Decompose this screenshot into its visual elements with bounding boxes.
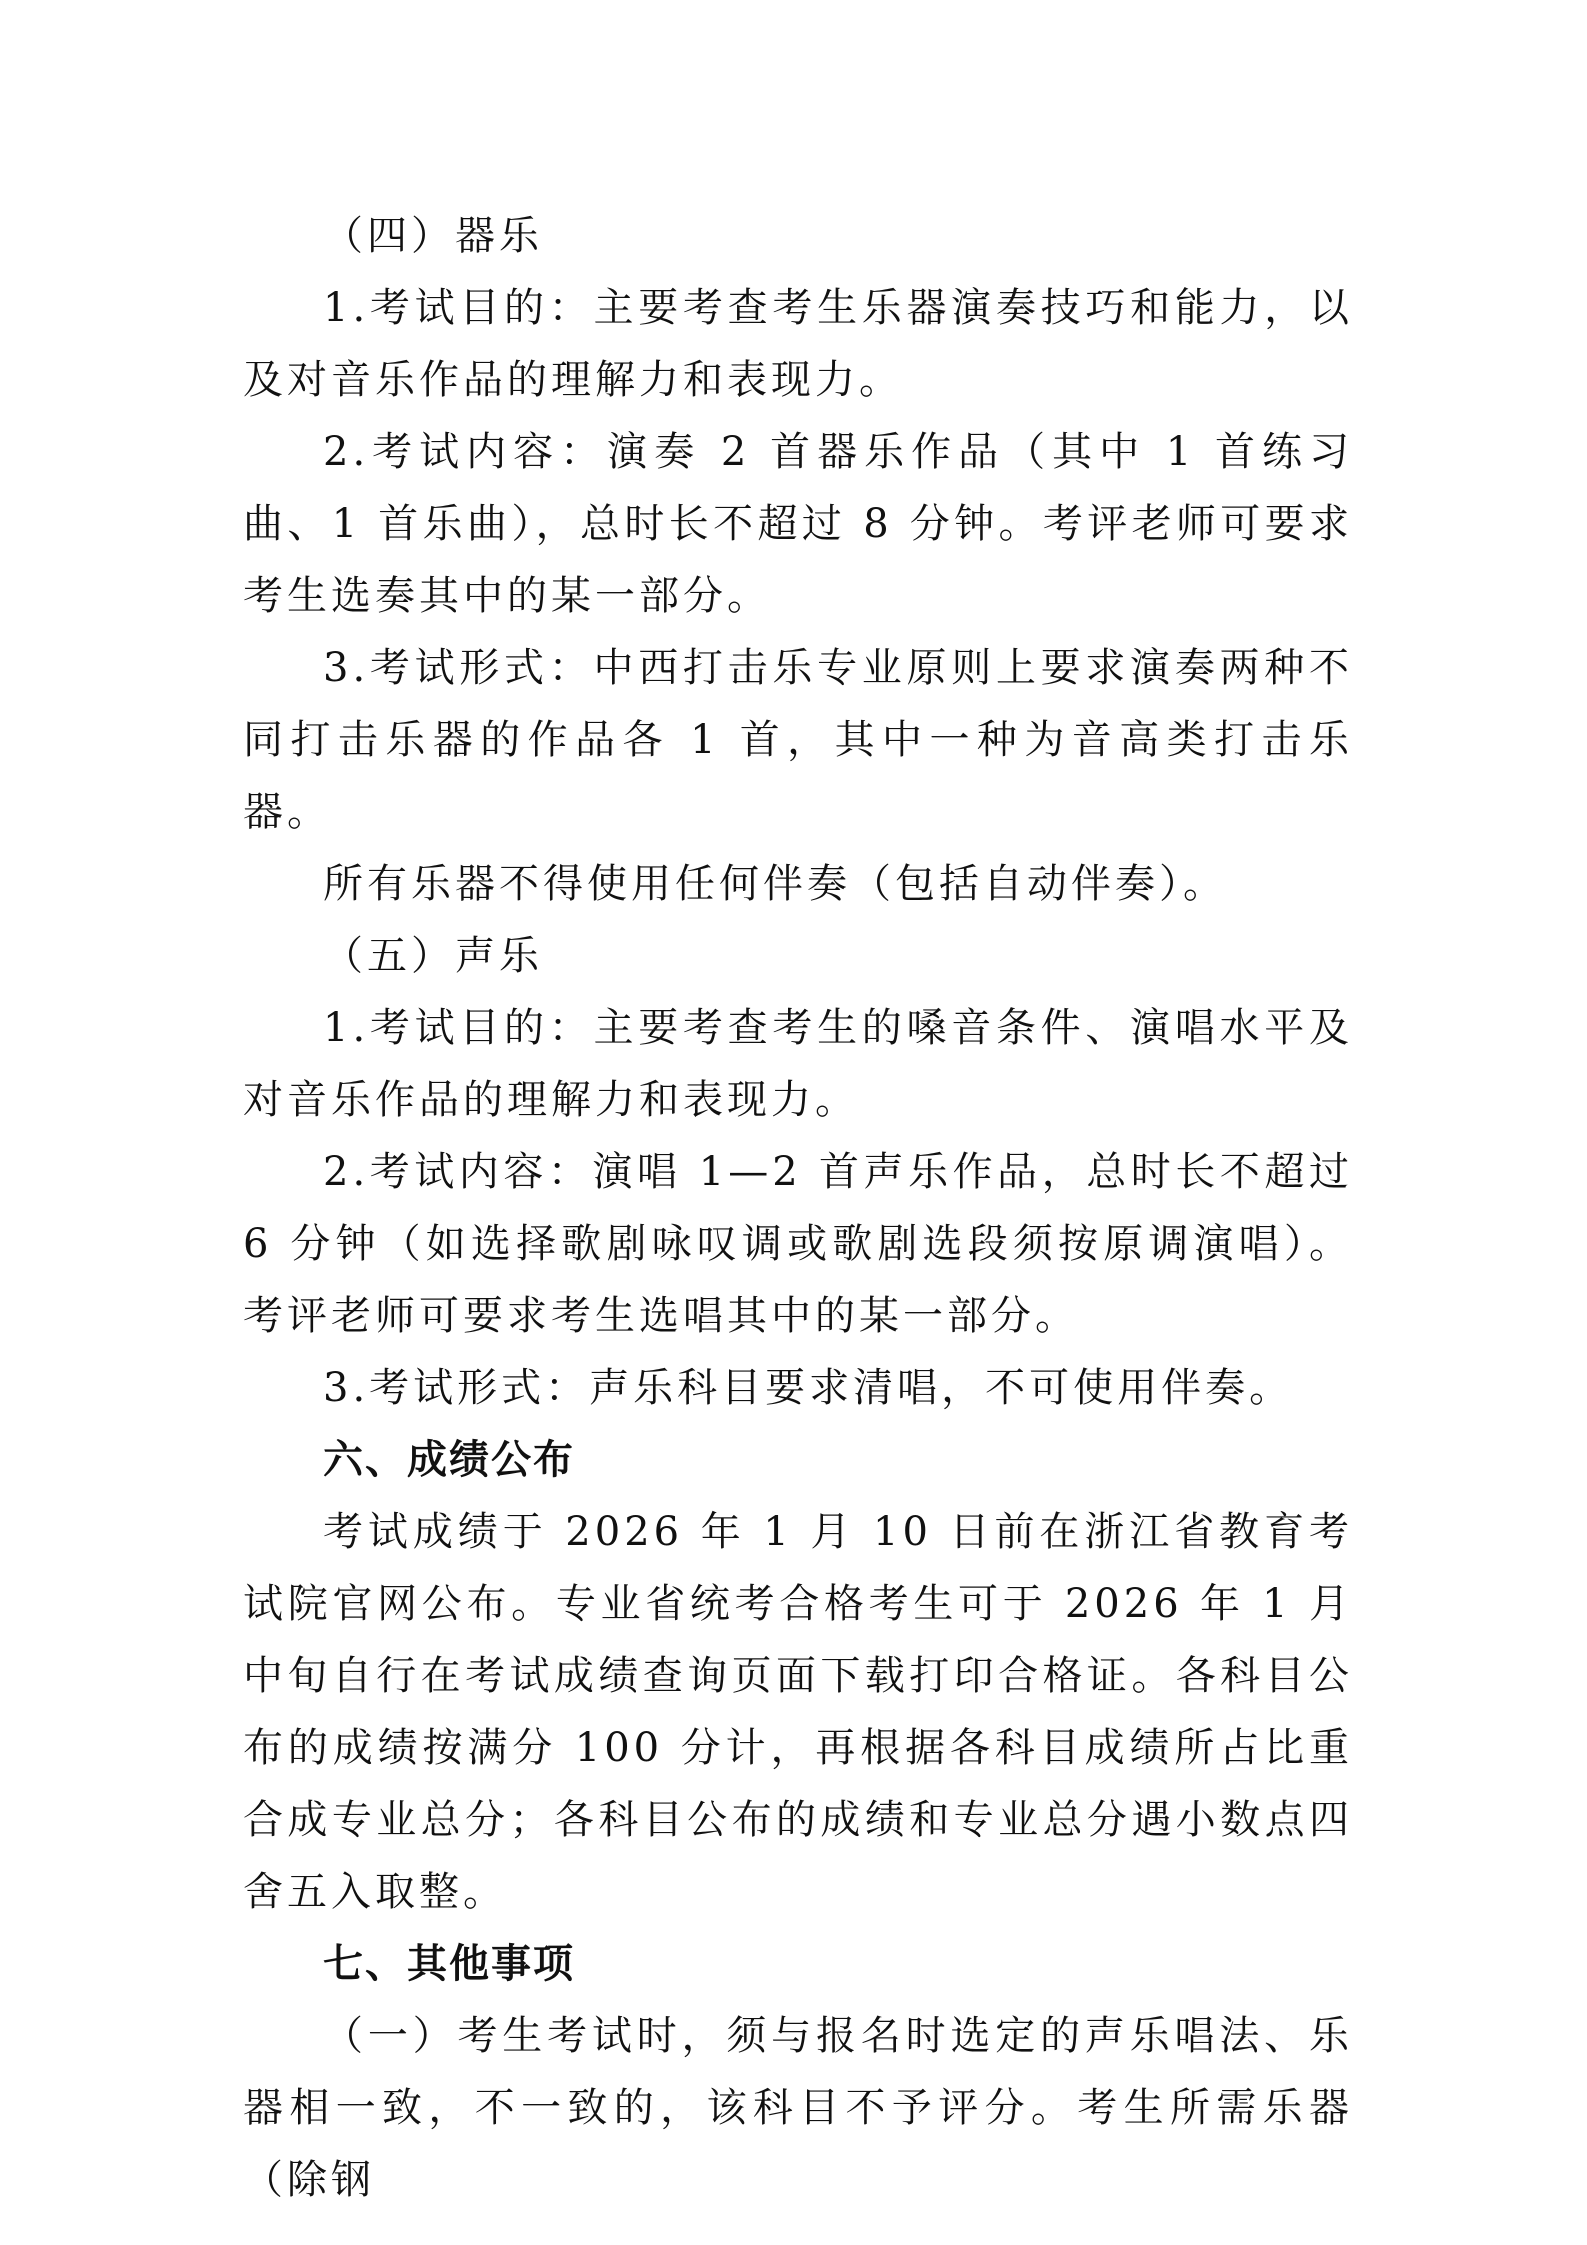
section-heading-other: 七、其他事项 bbox=[323, 1941, 575, 1987]
section-heading-results: 六、成绩公布 bbox=[323, 1437, 575, 1483]
paragraph-vocal-content: 2.考试内容：演唱 1—2 首声乐作品，总时长不超过 6 分钟（如选择歌剧咏叹调或歌剧选段须按原调演唱）。考评老师可要求考生选唱其中的某一部分。 bbox=[243, 1149, 1353, 1339]
paragraph-other-1: （一）考生考试时，须与报名时选定的声乐唱法、乐器相一致，不一致的，该科目不予评分。考生所需乐器（除钢 bbox=[243, 2013, 1353, 2203]
section-subheading-vocal: （五）声乐 bbox=[323, 933, 543, 979]
paragraph-vocal-purpose: 1.考试目的：主要考查考生的嗓音条件、演唱水平及对音乐作品的理解力和表现力。 bbox=[243, 1005, 1353, 1123]
paragraph-vocal-format: 3.考试形式：声乐科目要求清唱，不可使用伴奏。 bbox=[323, 1365, 1294, 1411]
paragraph-results: 考试成绩于 2026 年 1 月 10 日前在浙江省教育考试院官网公布。专业省统考合格考生可于 2026 年 1 月中旬自行在考试成绩查询页面下载打印合格证。各科目公布的成绩按满分 100 分计，再根据各科目成绩所占比重合成专业总分；各科目公布的成绩和专业总分遇小数点四舍五入取整。 bbox=[243, 1509, 1353, 1915]
paragraph-instrumental-accompaniment: 所有乐器不得使用任何伴奏（包括自动伴奏）。 bbox=[323, 861, 1227, 907]
paragraph-instrumental-format: 3.考试形式：中西打击乐专业原则上要求演奏两种不同打击乐器的作品各 1 首，其中一种为音高类打击乐器。 bbox=[243, 645, 1353, 835]
paragraph-instrumental-content: 2.考试内容：演奏 2 首器乐作品（其中 1 首练习曲、1 首乐曲），总时长不超过 8 分钟。考评老师可要求考生选奏其中的某一部分。 bbox=[243, 429, 1353, 619]
paragraph-instrumental-purpose: 1.考试目的：主要考查考生乐器演奏技巧和能力，以及对音乐作品的理解力和表现力。 bbox=[243, 285, 1353, 403]
document-body bbox=[243, 200, 1353, 2216]
section-subheading-instrumental: （四）器乐 bbox=[323, 213, 543, 259]
